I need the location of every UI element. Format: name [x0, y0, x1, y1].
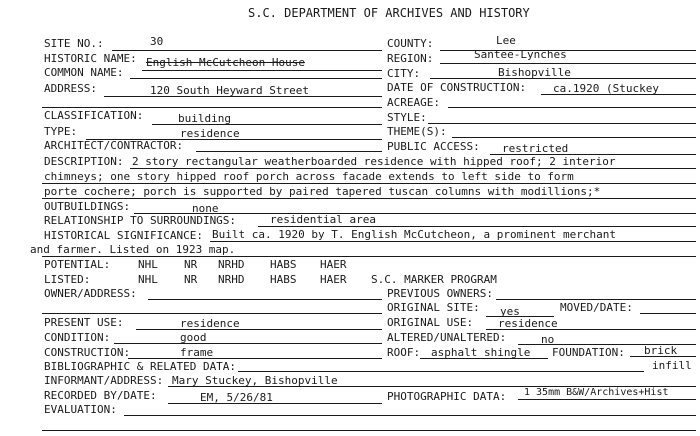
- section-divider-1: [42, 107, 382, 108]
- roof-value: asphalt shingle: [431, 346, 531, 359]
- potential-nrhd[interactable]: NRHD: [218, 258, 245, 271]
- description-rule-2: [42, 183, 696, 184]
- date-construction-value: ca.1920 (Stuckey: [553, 82, 659, 95]
- architect-label: ARCHITECT/CONTRACTOR:: [44, 139, 184, 152]
- bibliographic-label: BIBLIOGRAPHIC & RELATED DATA:: [44, 360, 237, 373]
- foundation-value: brick: [644, 344, 678, 357]
- classification-value: building: [178, 112, 231, 125]
- county-label: COUNTY:: [387, 37, 434, 50]
- bibliographic-line: [238, 371, 644, 372]
- public-access-label: PUBLIC ACCESS:: [387, 140, 480, 153]
- description-rule-3: [42, 198, 696, 199]
- relationship-value: residential area: [270, 213, 376, 226]
- original-site-label: ORIGINAL SITE:: [387, 301, 480, 314]
- foundation-label: FOUNDATION:: [552, 346, 625, 359]
- photographic-line: [518, 399, 696, 400]
- recorded-by-label: RECORDED BY/DATE:: [44, 389, 157, 402]
- site-no-value: 30: [150, 35, 164, 48]
- moved-date-line: [640, 313, 696, 314]
- present-use-value: residence: [180, 317, 240, 330]
- significance-line-2: and farmer. Listed on 1923 map.: [30, 243, 236, 256]
- foundation-line: [630, 356, 696, 357]
- type-label: TYPE:: [44, 125, 78, 138]
- relationship-label: RELATIONSHIP TO SURROUNDINGS:: [44, 214, 237, 227]
- style-label: STYLE:: [387, 111, 427, 124]
- style-line: [428, 123, 696, 124]
- county-value: Lee: [496, 34, 516, 47]
- acreage-label: ACREAGE:: [387, 96, 440, 109]
- listed-habs[interactable]: HABS: [270, 273, 297, 286]
- common-name-label: COMMON NAME:: [44, 66, 124, 79]
- historic-name-label: HISTORIC NAME:: [44, 52, 137, 65]
- common-name-line: [130, 78, 382, 79]
- outbuildings-label: OUTBUILDINGS:: [44, 200, 131, 213]
- date-construction-label: DATE OF CONSTRUCTION:: [387, 81, 527, 94]
- potential-nr[interactable]: NR: [184, 258, 198, 271]
- owner-address-line-2: [42, 313, 382, 314]
- original-use-value: residence: [498, 317, 558, 330]
- marker-program-label: S.C. MARKER PROGRAM: [371, 273, 497, 286]
- description-rule-1: [130, 168, 696, 169]
- significance-rule-2: [42, 256, 696, 257]
- description-line-2: chimneys; one story hipped roof porch across facade extends to left side to form: [44, 170, 574, 183]
- altered-value: no: [541, 333, 555, 346]
- present-use-line: [136, 329, 382, 330]
- address-value: 120 South Heyward Street: [150, 84, 309, 97]
- listed-nrhd[interactable]: NRHD: [218, 273, 245, 286]
- original-site-value: yes: [500, 305, 520, 318]
- outbuildings-value: none: [192, 202, 219, 215]
- region-value: Santee-Lynches: [474, 48, 567, 61]
- address-label: ADDRESS:: [44, 82, 97, 95]
- description-line-3: porte cochere; porch is supported by paired tapered tuscan columns with modillions;*: [44, 185, 601, 198]
- original-use-label: ORIGINAL USE:: [387, 316, 474, 329]
- significance-label: HISTORICAL SIGNIFICANCE:: [44, 229, 203, 242]
- relationship-line: [258, 226, 696, 227]
- original-use-line: [486, 329, 696, 330]
- previous-owners-label: PREVIOUS OWNERS:: [387, 287, 493, 300]
- public-access-value: restricted: [502, 142, 569, 155]
- moved-date-label: MOVED/DATE:: [560, 301, 633, 314]
- architect-line: [196, 151, 382, 152]
- informant-label: INFORMANT/ADDRESS:: [44, 374, 164, 387]
- city-line: [430, 78, 696, 79]
- historic-name-line: [142, 70, 382, 71]
- condition-label: CONDITION:: [44, 331, 111, 344]
- present-use-label: PRESENT USE:: [44, 316, 124, 329]
- themes-line: [452, 137, 696, 138]
- listed-nr[interactable]: NR: [184, 273, 198, 286]
- classification-line: [152, 124, 382, 125]
- significance-rule-1: [210, 241, 696, 242]
- altered-label: ALTERED/UNALTERED:: [387, 331, 507, 344]
- potential-nhl[interactable]: NHL: [138, 258, 158, 271]
- description-line-1: 2 story rectangular weatherboarded residence with hipped roof; 2 interior: [132, 155, 616, 168]
- date-construction-line: [541, 94, 696, 95]
- photographic-value: 1 35mm B&W/Archives+Hist: [524, 387, 669, 398]
- owner-address-line: [148, 299, 382, 300]
- potential-habs[interactable]: HABS: [270, 258, 297, 271]
- historic-name-value: English McCutcheon House: [146, 56, 305, 69]
- recorded-by-line: [168, 403, 382, 404]
- roof-label: ROOF:: [387, 346, 421, 359]
- significance-line-1: Built ca. 1920 by T. English McCutcheon, a prominent merchant: [212, 228, 616, 241]
- address-line: [104, 96, 382, 97]
- recorded-by-value: EM, 5/26/81: [200, 391, 273, 404]
- city-label: CITY:: [387, 67, 421, 80]
- city-value: Bishopville: [498, 66, 571, 79]
- evaluation-line: [124, 415, 696, 416]
- foundation-value-2: infill: [652, 359, 692, 372]
- listed-label: LISTED:: [44, 273, 91, 286]
- construction-label: CONSTRUCTION:: [44, 346, 131, 359]
- owner-address-label: OWNER/ADDRESS:: [44, 287, 137, 300]
- evaluation-label: EVALUATION:: [44, 403, 117, 416]
- previous-owners-line: [496, 299, 696, 300]
- acreage-line: [448, 107, 696, 108]
- potential-label: POTENTIAL:: [44, 258, 111, 271]
- potential-haer[interactable]: HAER: [320, 258, 347, 271]
- condition-line: [114, 343, 382, 344]
- form-header: S.C. DEPARTMENT OF ARCHIVES AND HISTORY: [248, 6, 530, 20]
- region-label: REGION:: [387, 52, 434, 65]
- classification-label: CLASSIFICATION:: [44, 109, 144, 122]
- description-label: DESCRIPTION:: [44, 155, 124, 168]
- informant-value: Mary Stuckey, Bishopville: [172, 374, 338, 387]
- themes-label: THEME(S):: [387, 125, 447, 138]
- site-no-label: SITE NO.:: [44, 37, 104, 50]
- photographic-label: PHOTOGRAPHIC DATA:: [387, 390, 507, 403]
- evaluation-line-2: [42, 430, 696, 431]
- listed-haer[interactable]: HAER: [320, 273, 347, 286]
- type-value: residence: [180, 127, 240, 140]
- construction-line: [128, 358, 382, 359]
- listed-nhl[interactable]: NHL: [138, 273, 158, 286]
- site-no-line: [112, 50, 382, 51]
- roof-line: [420, 358, 548, 359]
- construction-value: frame: [180, 346, 214, 359]
- region-line: [440, 63, 696, 64]
- condition-value: good: [180, 331, 207, 344]
